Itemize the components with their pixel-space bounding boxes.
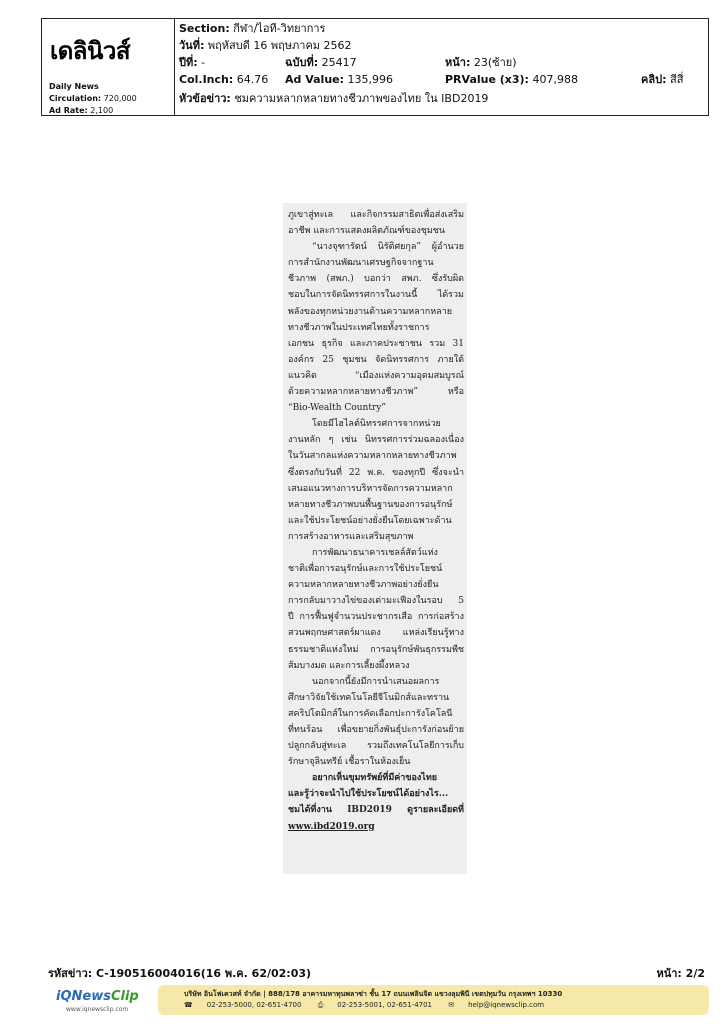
section-value: กีฬา/ไอที-วิทยาการ [233, 22, 326, 35]
clipping-header [41, 18, 709, 116]
contact-line [184, 1001, 558, 1010]
headline-row: หัวข้อข่าว: ชมความหลากหลายทางชีวภาพของไทย ใน IBD2019 [179, 92, 489, 105]
news-clipping [283, 203, 467, 874]
phone-icon: ☎ [184, 1001, 193, 1009]
article-line: อาชีพ และการแสดงผลิตภัณฑ์ของชุมชน [288, 226, 446, 237]
company-address: บริษัท อินโฟเควสท์ จำกัด | 888/178 อาคารมหาทุนพลาซ่า ชั้น 17 ถนนเพลินจิต แขวงลุมพินี เขตปทุมวัน กรุงเทพฯ 10330 [184, 990, 563, 998]
iqnewsclip-logo: iQNewsClip [56, 989, 139, 1004]
article-line: “นางจุฑารัตน์ นิรัติศยกุล” ผู้อำนวย [312, 242, 464, 253]
prvalue-row: PRValue (x3): 407,988 [445, 73, 578, 86]
article-line: การกลับมาวางไข่ของเต่ามะเฟืองในรอบ 5 [288, 596, 464, 607]
article-line: เอกชน ธุรกิจ และภาคประชาชน รวม 31 [288, 338, 464, 349]
advalue-row: Ad Value: 135,996 [285, 73, 394, 86]
page-number: หน้า: 2/2 [656, 967, 705, 980]
fax-value: 02-253-5001, 02-651-4701 [337, 1001, 433, 1009]
advalue-value: 135,996 [347, 73, 394, 86]
publication-cell [42, 19, 175, 115]
date-row: วันที่: พฤหัสบดี 16 พฤษภาคม 2562 [179, 39, 352, 52]
meta-cell [175, 19, 708, 115]
publication-name: Daily News [49, 82, 99, 91]
article-line: ปลูกกลับสู่ทะเล รวมถึงเทคโนโลยีการเก็บ [288, 741, 464, 752]
article-line: แนวคิด “เมืองแห่งความอุดมสมบูรณ์ [288, 370, 464, 381]
circulation-value: 720,000 [103, 94, 137, 103]
article-line: ด้วยความหลากหลายทางชีวภาพ” หรือ [288, 387, 464, 398]
issue-value: 25417 [321, 56, 357, 69]
iqnewsclip-url[interactable]: www.iqnewsclip.com [66, 1006, 129, 1013]
section-row: Section: กีฬา/ไอที-วิทยาการ [179, 22, 326, 35]
article-line: งานหลัก ๆ เช่น นิทรรศการร่วมฉลองเนื่อง [288, 435, 464, 446]
clip-value: สีสี่ [669, 73, 684, 86]
article-line: ธรรมชาติแห่งใหม่ การอนุรักษ์พันธุกรรมพืช [288, 644, 464, 655]
article-line: โดยมีไฮไลต์นิทรรศการจากหน่วย [312, 419, 441, 430]
article-line: ชอบในการจัดนิทรรศการในงานนี้ ได้รวม [288, 290, 464, 301]
article-line: ชมได้ที่งาน IBD2019 ดูรายละเอียดที่ [288, 805, 464, 816]
colinch-row: Col.Inch: 64.76 [179, 73, 269, 86]
date-value: พฤหัสบดี 16 พฤษภาคม 2562 [207, 39, 352, 52]
news-code: รหัสข่าว: C-190516004016(16 พ.ค. 62/02:03) [48, 967, 312, 980]
fax-icon: ⎙ [317, 1001, 324, 1009]
ibd2019-link[interactable]: www.ibd2019.org [288, 821, 375, 832]
issue-row: ฉบับที่: 25417 [285, 56, 357, 69]
year-value: - [201, 56, 206, 69]
headline-value: ชมความหลากหลายทางชีวภาพของไทย ใน IBD2019 [234, 92, 489, 105]
article-line: และรู้ว่าจะนำไปใช้ประโยชน์ได้อย่างไร... [288, 789, 449, 800]
article-column [288, 207, 464, 835]
page-row: หน้า: 23(ซ้าย) [445, 56, 517, 69]
article-line: ทางชีวภาพในประเทศไทยทั้งราชการ [288, 322, 430, 333]
article-line: ที่ทนร้อน เพื่อขยายกิ่งพันธุ์ปะการังก่อนย้าย [288, 725, 464, 735]
article-line: การสร้างอาหารและเสริมสุขภาพ [288, 531, 414, 542]
article-line: และใช้ประโยชน์อย่างยั่งยืนโดยเฉพาะด้าน [288, 515, 452, 526]
page-value: 23(ซ้าย) [473, 56, 517, 69]
article-line: ซึ่งตรงกับวันที่ 22 พ.ค. ของทุกปี ซึ่งจะนำ [288, 467, 464, 478]
article-line: สวนพฤกษศาสตร์ผาแดง แหล่งเรียนรู้ทาง [288, 628, 464, 639]
article-line: นอกจากนี้ยังมีการนำเสนอผลการ [312, 676, 440, 687]
article-line: ชาติเพื่อการอนุรักษ์และการใช้ประโยชน์ [288, 564, 443, 575]
article-line: ปี การฟื้นฟูจำนวนประชากรเสือ การก่อสร้าง [288, 612, 464, 623]
prvalue-value: 407,988 [532, 73, 578, 86]
article-line: การสำนักงานพัฒนาเศรษฐกิจจากฐาน [288, 258, 434, 269]
clip-row: คลิป: สีสี่ [641, 73, 684, 86]
article-line: ความหลากหลายทางชีวภาพอย่างยั่งยืน [288, 580, 439, 591]
company-bar [158, 985, 709, 1015]
article-line: รักษาจุลินทรีย์ เชื้อราในห้องเย็น [288, 757, 411, 768]
phone-value: 02-253-5000, 02-651-4700 [206, 1001, 302, 1009]
year-row: ปีที่: - [179, 56, 206, 69]
adrate-value: 2,100 [90, 106, 114, 115]
article-line: สคริปโตมิกส์ในการคัดเลือกปะการังโคโลนี [288, 708, 453, 719]
article-line: เสนอแนวทางการบริหารจัดการความหลาก [288, 483, 453, 494]
article-line: การพัฒนาธนาคารเชลล์สัตว์แห่ง [312, 547, 438, 558]
article-line: องค์กร 25 ชุมชน จัดนิทรรศการ ภายใต้ [288, 354, 464, 365]
article-line: หลายทางชีวภาพบนพื้นฐานของการอนุรักษ์ [288, 499, 453, 510]
article-line: ส้มบางมด และการเลี้ยงผึ้งหลวง [288, 660, 410, 671]
article-line: ศึกษาวิจัยใช้เทคโนโลยีจีโนมิกส์และทราน [288, 692, 450, 703]
colinch-value: 64.76 [236, 73, 269, 86]
article-line: ชีวภาพ (สพภ.) บอกว่า สพภ. ซึ่งรับผิด [288, 274, 464, 285]
article-line: พลังของทุกหน่วยงานด้านความหลากหลาย [288, 306, 453, 317]
email-icon: ✉ [448, 1001, 455, 1009]
publication-logo: เดลินิวส์ [50, 37, 131, 65]
article-line: ภูเขาสู่ทะเล และกิจกรรมสาธิตเพื่อส่งเสริม [288, 210, 464, 220]
article-line: อยากเห็นขุมทรัพย์ที่มีค่าของไทย [312, 773, 438, 784]
email-value[interactable]: help@iqnewsclip.com [468, 1001, 545, 1009]
article-line: “Bio-Wealth Country” [288, 403, 386, 414]
publication-meta: Daily News Circulation: 720,000 Ad Rate: 2,100 [49, 82, 137, 115]
article-line: ในวันสากลแห่งความหลากหลายทางชีวภาพ [288, 451, 457, 462]
